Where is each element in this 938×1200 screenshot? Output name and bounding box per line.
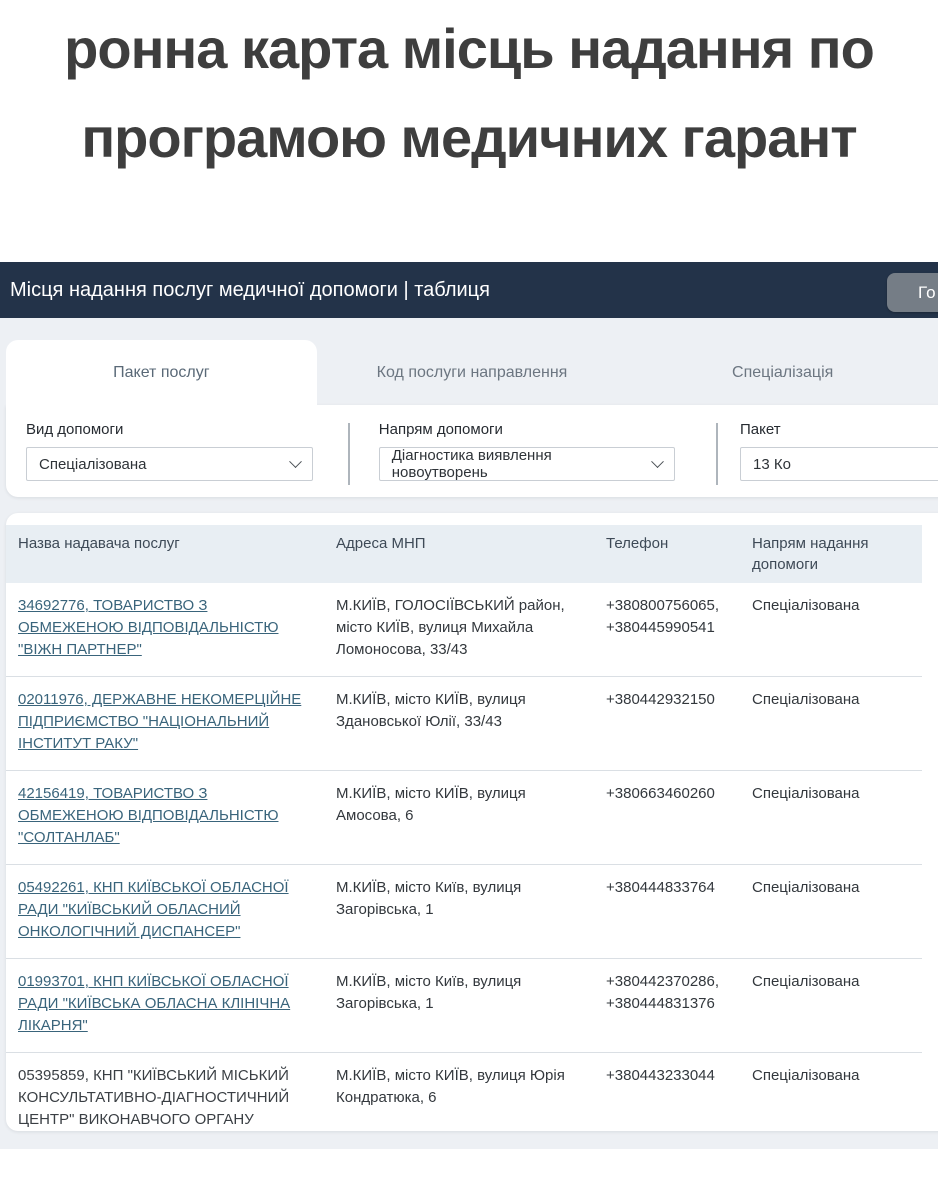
chevron-down-icon (289, 455, 302, 468)
toolbar (0, 262, 938, 318)
tab-referral-service-code[interactable]: Код послуги направлення (376, 363, 568, 381)
table-row (6, 677, 922, 771)
chevron-down-icon (652, 455, 665, 468)
table-body (6, 583, 938, 1131)
care-direction-select[interactable] (379, 447, 676, 481)
column-header-name: Назва надавача послуг (18, 535, 180, 552)
provider-name-cell (6, 865, 324, 958)
direction-cell: Спеціалізована (752, 879, 860, 896)
address-cell: М.КИЇВ, місто КИЇВ, вулиця Амосова, 6 (336, 785, 526, 824)
provider-name-cell (6, 1053, 324, 1131)
page-title-line2: програмою медичних гарант (81, 106, 857, 169)
package-select[interactable] (740, 447, 938, 481)
address-cell: М.КИЇВ, ГОЛОСІЇВСЬКИЙ район, місто КИЇВ, вулиця Михайла Ломоносова, 33/43 (336, 597, 565, 658)
phone-cell: +380442370286, +380444831376 (606, 973, 720, 1012)
address-cell: М.КИЇВ, місто КИЇВ, вулиця Юрія Кондратюка, 6 (336, 1067, 565, 1106)
direction-cell: Спеціалізована (752, 785, 860, 802)
direction-cell: Спеціалізована (752, 597, 860, 614)
filter-divider (716, 423, 718, 485)
care-type-select[interactable] (26, 447, 313, 481)
filter-divider (348, 423, 350, 485)
toolbar-title: Місця надання послуг медичної допомоги | таблиця (10, 278, 490, 301)
care-direction-select-value: Діагностика виявлення новоутворень (391, 447, 552, 481)
package-select-value: 13 Ко (753, 455, 791, 473)
page-title-line1: ронна карта місць надання по (64, 17, 874, 80)
provider-name-cell (6, 771, 324, 864)
content-section (0, 318, 938, 1149)
providers-table (6, 513, 938, 1131)
column-header-direction: Напрям надання допомоги (752, 535, 869, 573)
filter-package (740, 421, 938, 497)
filter-care-type-label: Вид допомоги (26, 421, 124, 438)
home-button[interactable]: Го (887, 273, 938, 312)
address-cell: М.КИЇВ, місто Київ, вулиця Загорівська, 1 (336, 879, 522, 918)
tab-bar (0, 318, 938, 405)
provider-link[interactable]: 42156419, ТОВАРИСТВО З ОБМЕЖЕНОЮ ВІДПОВІДАЛЬНІСТЮ "СОЛТАНЛАБ" (18, 785, 279, 846)
direction-cell: Спеціалізована (752, 1067, 860, 1084)
tab-specialization[interactable]: Спеціалізація (732, 363, 834, 381)
table-row (6, 865, 922, 959)
phone-cell: +380663460260 (606, 785, 715, 802)
table-header-row (6, 525, 922, 583)
provider-link[interactable]: 34692776, ТОВАРИСТВО З ОБМЕЖЕНОЮ ВІДПОВІДАЛЬНІСТЮ "ВІЖН ПАРТНЕР" (18, 597, 279, 658)
provider-name-cell (6, 677, 324, 770)
table-row (6, 583, 922, 677)
provider-name-text: 05395859, КНП "КИЇВСЬКИЙ МІСЬКИЙ КОНСУЛЬТАТИВНО-ДІАГНОСТИЧНИЙ ЦЕНТР" ВИКОНАВЧОГО ОРГАНУ (18, 1067, 290, 1128)
table-row (6, 959, 922, 1053)
filter-care-direction-label: Напрям допомоги (378, 421, 503, 438)
column-header-phone: Телефон (606, 535, 669, 552)
provider-link[interactable]: 01993701, КНП КИЇВСЬКОЇ ОБЛАСНОЇ РАДИ "КИЇВСЬКА ОБЛАСНА КЛІНІЧНА ЛІКАРНЯ" (18, 973, 291, 1034)
tab-service-package[interactable]: Пакет послуг (6, 340, 317, 405)
address-cell: М.КИЇВ, місто Київ, вулиця Загорівська, 1 (336, 973, 522, 1012)
phone-cell: +380442932150 (606, 691, 715, 708)
page-title (0, 0, 938, 262)
table-row (6, 771, 922, 865)
address-cell: М.КИЇВ, місто КИЇВ, вулиця Здановської Юлії, 33/43 (336, 691, 526, 730)
filters-panel (6, 405, 938, 497)
phone-cell: +380444833764 (606, 879, 715, 896)
direction-cell: Спеціалізована (752, 691, 860, 708)
filter-care-direction (379, 421, 676, 497)
phone-cell: +380443233044 (606, 1067, 715, 1084)
direction-cell: Спеціалізована (752, 973, 860, 990)
table-row (6, 1053, 922, 1131)
care-type-select-value: Спеціалізована (39, 455, 147, 473)
provider-link[interactable]: 02011976, ДЕРЖАВНЕ НЕКОМЕРЦІЙНЕ ПІДПРИЄМСТВО "НАЦІОНАЛЬНИЙ ІНСТИТУТ РАКУ" (18, 691, 302, 752)
phone-cell: +380800756065, +380445990541 (606, 597, 720, 636)
provider-name-cell (6, 959, 324, 1052)
provider-link[interactable]: 05492261, КНП КИЇВСЬКОЇ ОБЛАСНОЇ РАДИ "КИЇВСЬКИЙ ОБЛАСНИЙ ОНКОЛОГІЧНИЙ ДИСПАНСЕР" (18, 879, 289, 940)
provider-name-cell (6, 583, 324, 676)
column-header-address: Адреса МНП (336, 535, 426, 552)
filter-package-label: Пакет (740, 421, 781, 438)
filter-care-type (26, 421, 313, 497)
